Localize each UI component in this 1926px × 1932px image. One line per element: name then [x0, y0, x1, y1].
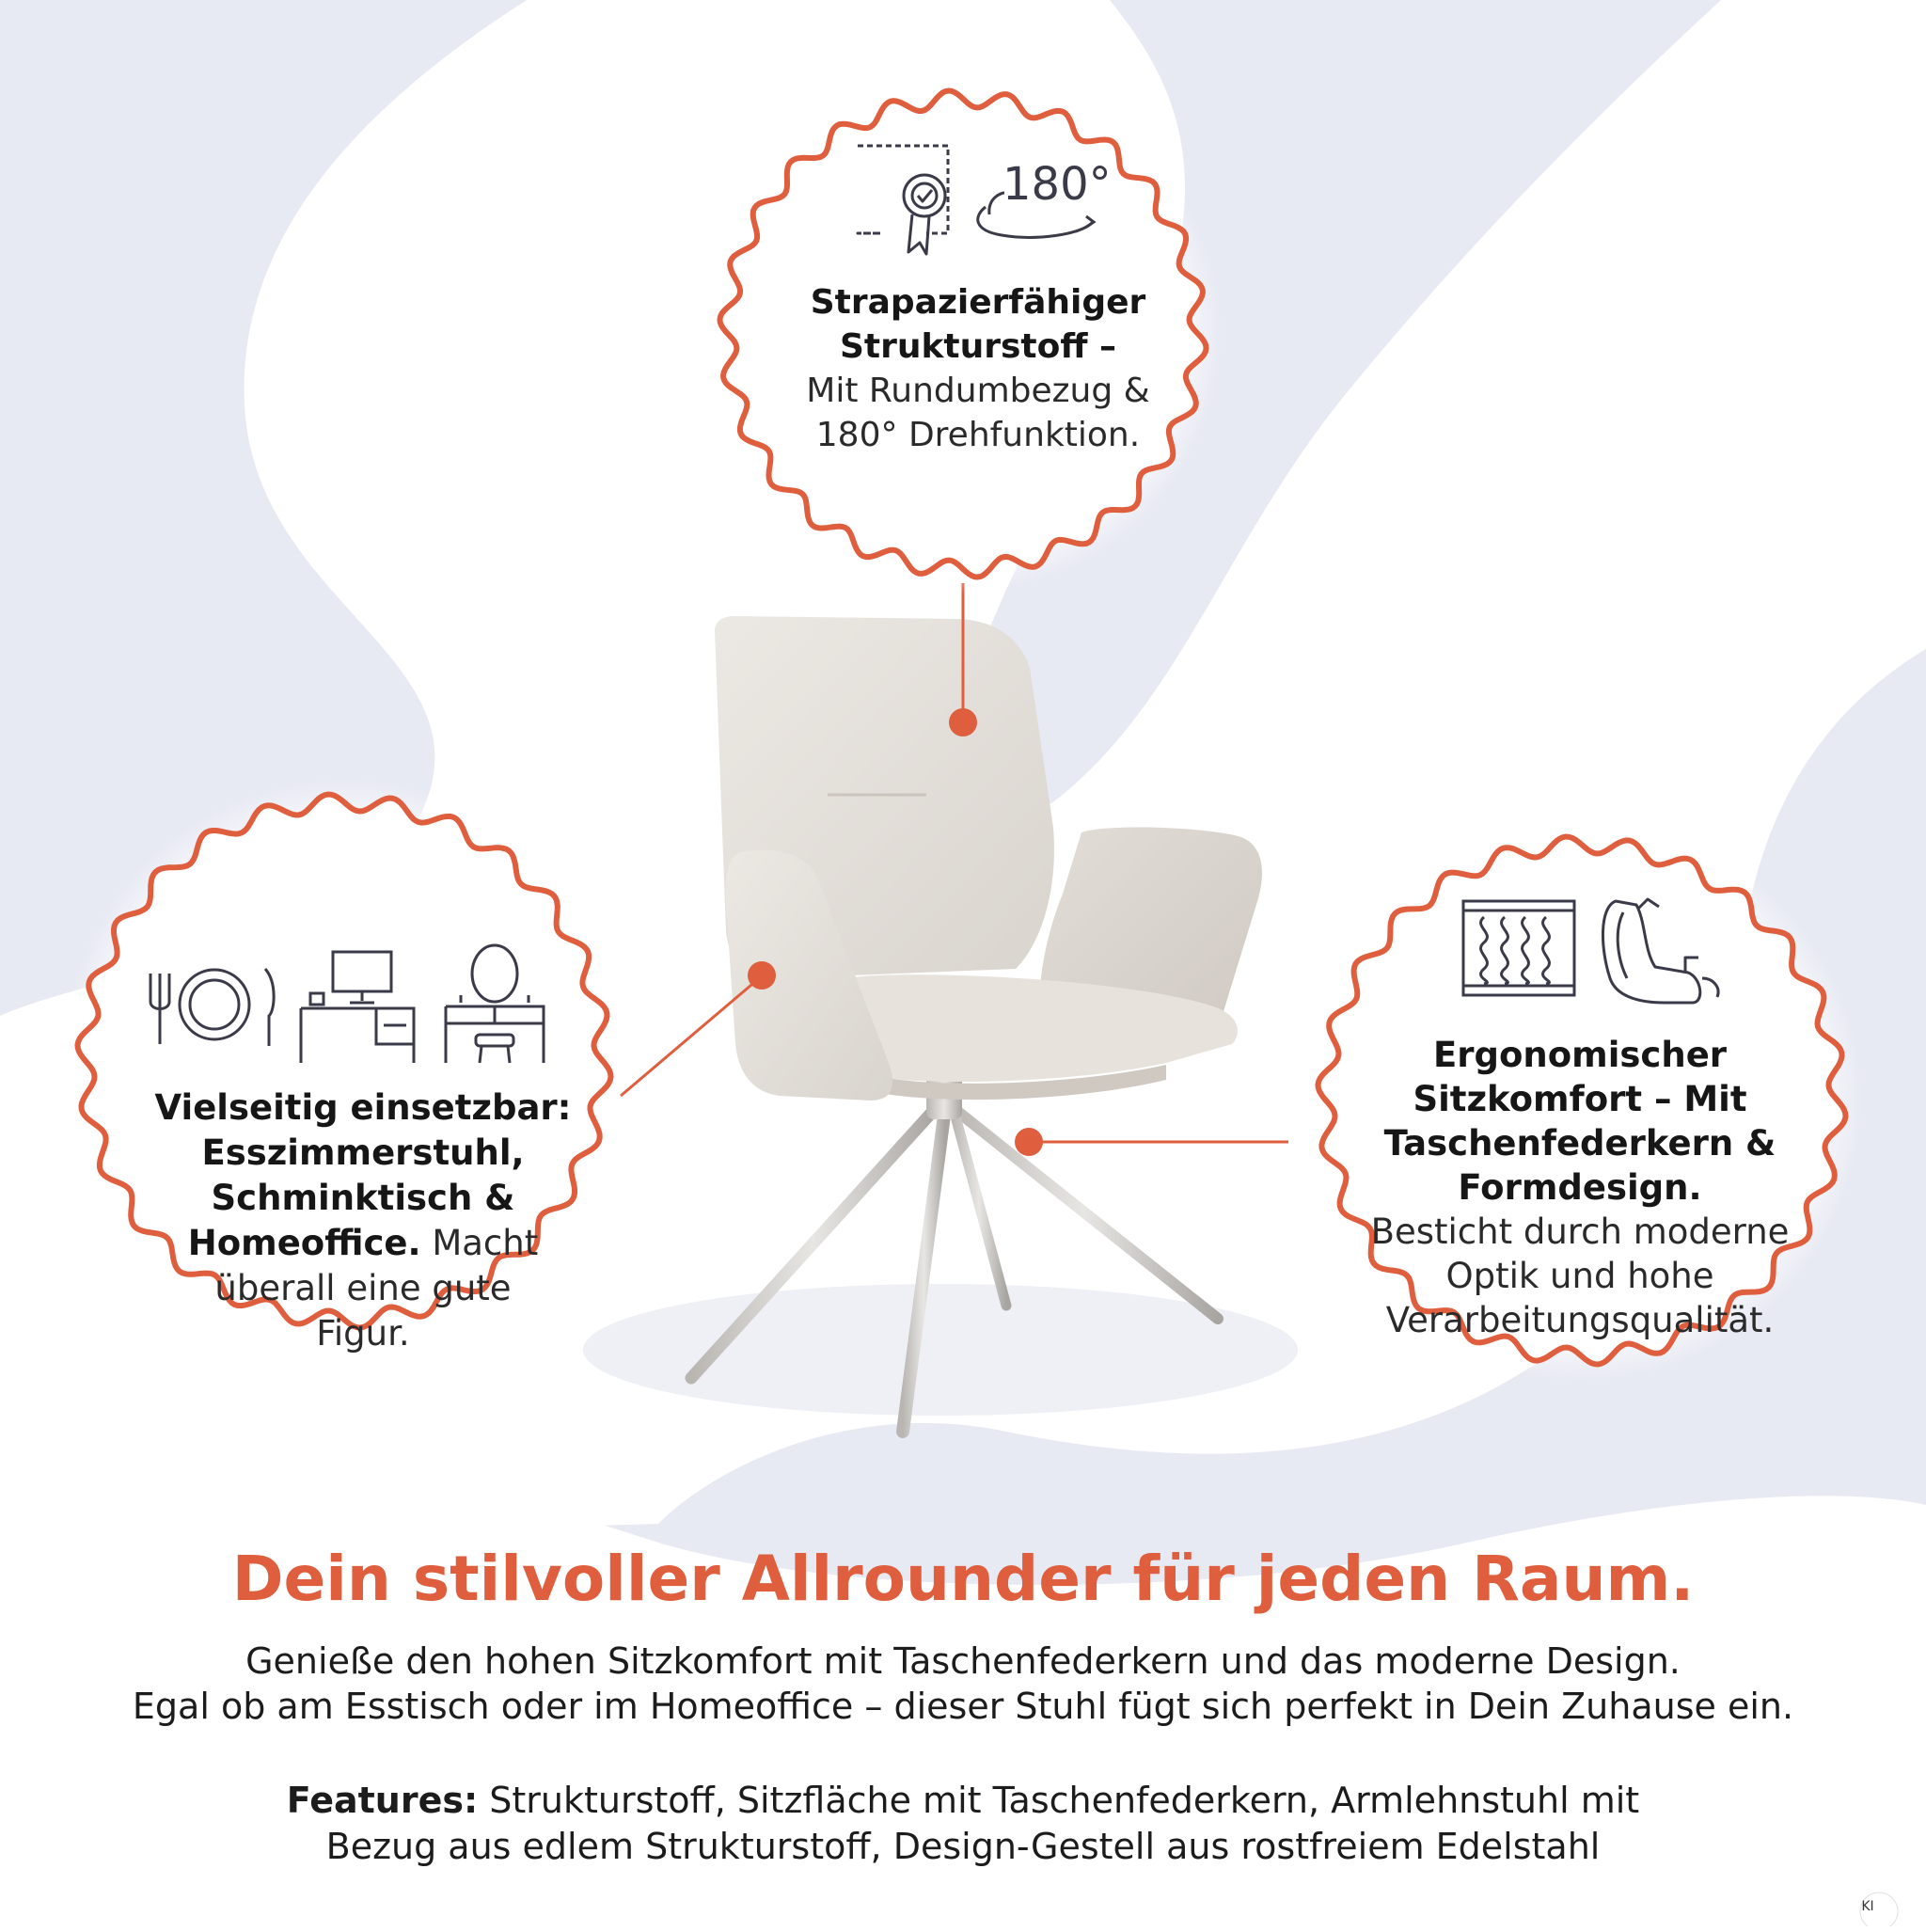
- callout-ergonomic-title-4: Formdesign.: [1458, 1167, 1702, 1208]
- callout-ergonomic-text-1: Besticht durch moderne: [1370, 1211, 1790, 1252]
- callout-fabric-text-2: 180° Drehfunktion.: [815, 416, 1141, 454]
- callout-ergonomic: [1317, 1033, 1843, 1342]
- callout-versatile-title-3: Schminktisch &: [211, 1178, 515, 1218]
- features-line-2: Bezug aus edlem Strukturstoff, Design-Gestell aus rostfreiem Edelstahl: [325, 1826, 1601, 1867]
- features-text: [0, 1778, 1926, 1870]
- ki-badge: [1858, 1891, 1900, 1932]
- hotspot-left: [748, 961, 776, 990]
- callout-fabric-text-1: Mit Rundumbezug &: [806, 372, 1150, 410]
- callout-fabric-title-2: Strukturstoff –: [839, 327, 1117, 366]
- rotate-180-label: 180°: [1002, 158, 1112, 211]
- callout-versatile-title-4: Homeoffice.: [187, 1223, 421, 1263]
- ki-badge-label: KI: [1861, 1899, 1874, 1914]
- intro-line-2: Egal ob am Esstisch oder im Homeoffice – dieser Stuhl fügt sich perfekt in Dein Zuhause ein.: [132, 1686, 1794, 1727]
- callout-versatile: [128, 1085, 598, 1356]
- intro-text: [0, 1639, 1926, 1729]
- callout-versatile-title-1: Vielseitig einsetzbar:: [154, 1087, 572, 1128]
- features-line-1: Strukturstoff, Sitzfläche mit Taschenfederkern, Armlehnstuhl mit: [478, 1780, 1640, 1821]
- callout-fabric: [715, 280, 1241, 457]
- callout-ergonomic-title-2: Sitzkomfort – Mit: [1413, 1079, 1747, 1119]
- callout-versatile-text-4: Macht: [420, 1223, 539, 1263]
- callout-ergonomic-text-2: Optik und hohe: [1445, 1256, 1714, 1296]
- callout-versatile-title-2: Esszimmerstuhl,: [201, 1132, 525, 1173]
- callout-ergonomic-text-3: Verarbeitungsqualität.: [1385, 1300, 1775, 1340]
- features-label: Features:: [286, 1780, 479, 1821]
- callout-ergonomic-title-1: Ergonomischer: [1432, 1035, 1728, 1075]
- intro-line-1: Genieße den hohen Sitzkomfort mit Taschenfederkern und das moderne Design.: [245, 1640, 1681, 1682]
- callout-ergonomic-title-3: Taschenfederkern &: [1383, 1123, 1776, 1164]
- hotspot-top: [949, 708, 977, 736]
- hotspot-right: [1015, 1128, 1043, 1156]
- headline: Dein stilvoller Allrounder für jeden Raum.: [231, 1543, 1695, 1615]
- callout-versatile-text-5: überall eine gute: [214, 1268, 512, 1308]
- callout-versatile-text-6: Figur.: [316, 1313, 410, 1354]
- callout-fabric-title-1: Strapazierfähiger: [810, 283, 1146, 322]
